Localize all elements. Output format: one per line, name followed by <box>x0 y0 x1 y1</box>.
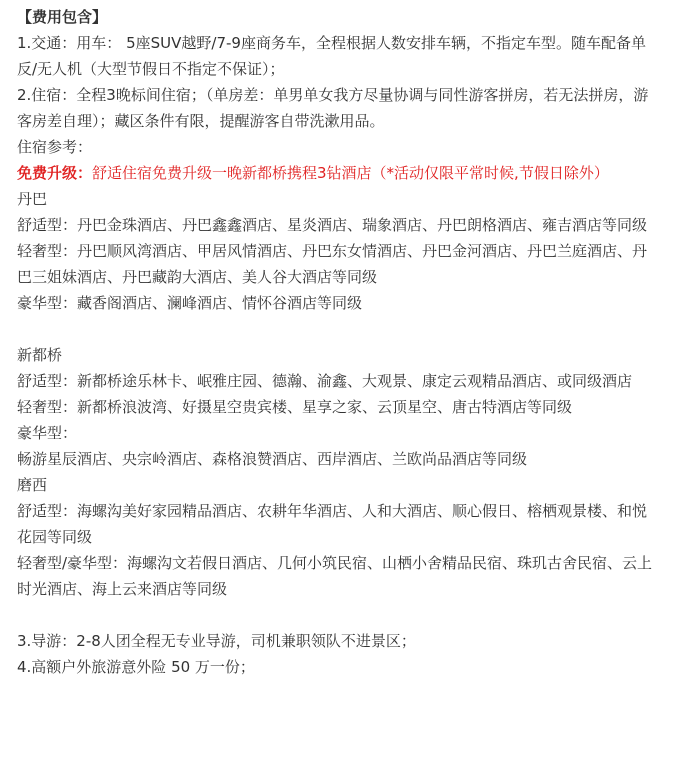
xinduqiao-comfort: 舒适型：新都桥途乐林卡、岷雅庄园、德瀚、渝鑫、大观景、康定云观精品酒店、或同级酒店 <box>17 372 633 390</box>
danba-light-luxury: 轻奢型：丹巴顺风湾酒店、甲居风情酒店、丹巴东女情酒店、丹巴金河酒店、丹巴兰庭酒店、丹巴三姐妹酒店、丹巴藏韵大酒店、美人谷大酒店等同级 <box>17 242 648 286</box>
moxi-comfort: 舒适型：海螺沟美好家园精品酒店、农耕年华酒店、人和大酒店、顺心假日、榕栖观景楼、和悦花园等同级 <box>17 502 648 546</box>
moxi-heading: 磨西 <box>17 476 48 494</box>
xinduqiao-luxury: 畅游星辰酒店、央宗岭酒店、森格浪赞酒店、西岸酒店、兰欧尚品酒店等同级 <box>17 450 528 468</box>
danba-comfort: 舒适型：丹巴金珠酒店、丹巴鑫鑫酒店、星炎酒店、瑞象酒店、丹巴朗格酒店、雍吉酒店等同级 <box>17 216 648 234</box>
danba-heading: 丹巴 <box>17 190 48 208</box>
free-upgrade-text: 舒适住宿免费升级一晚新都桥携程3钻酒店（*活动仅限平常时候,节假日除外） <box>92 164 609 182</box>
lodging-item: 2.住宿：全程3晚标间住宿；（单房差：单男单女我方尽量协调与同性游客拼房，若无法拼房，游客房差自理）；藏区条件有限，提醒游客自带洗漱用品。 <box>17 86 649 130</box>
xinduqiao-heading: 新都桥 <box>17 346 63 364</box>
fee-inclusions-document <box>17 4 657 680</box>
insurance-item: 4.高额户外旅游意外险 50 万一份； <box>17 658 255 676</box>
xinduqiao-light-luxury: 轻奢型：新都桥浪波湾、好摄星空贵宾楼、星享之家、云顶星空、唐古特酒店等同级 <box>17 398 573 416</box>
free-upgrade-label: 免费升级： <box>17 164 93 182</box>
transport-item: 1.交通：用车： 5座SUV越野/7-9座商务车，全程根据人数安排车辆，不指定车型。随车配备单反/无人机（大型节假日不指定不保证）； <box>17 34 646 78</box>
blank-line <box>17 602 657 628</box>
section-title: 【费用包含】 <box>17 8 108 26</box>
free-upgrade-notice <box>17 160 657 186</box>
xinduqiao-luxury-label: 豪华型： <box>17 424 78 442</box>
guide-item: 3.导游：2-8人团全程无专业导游，司机兼职领队不进景区； <box>17 632 416 650</box>
danba-luxury: 豪华型：藏香阁酒店、澜峰酒店、情怀谷酒店等同级 <box>17 294 363 312</box>
moxi-luxury: 轻奢型/豪华型：海螺沟文若假日酒店、几何小筑民宿、山栖小舍精品民宿、珠玑古舍民宿、云上时光酒店、海上云来酒店等同级 <box>17 554 653 598</box>
lodging-reference-label: 住宿参考： <box>17 138 93 156</box>
blank-line <box>17 316 657 342</box>
